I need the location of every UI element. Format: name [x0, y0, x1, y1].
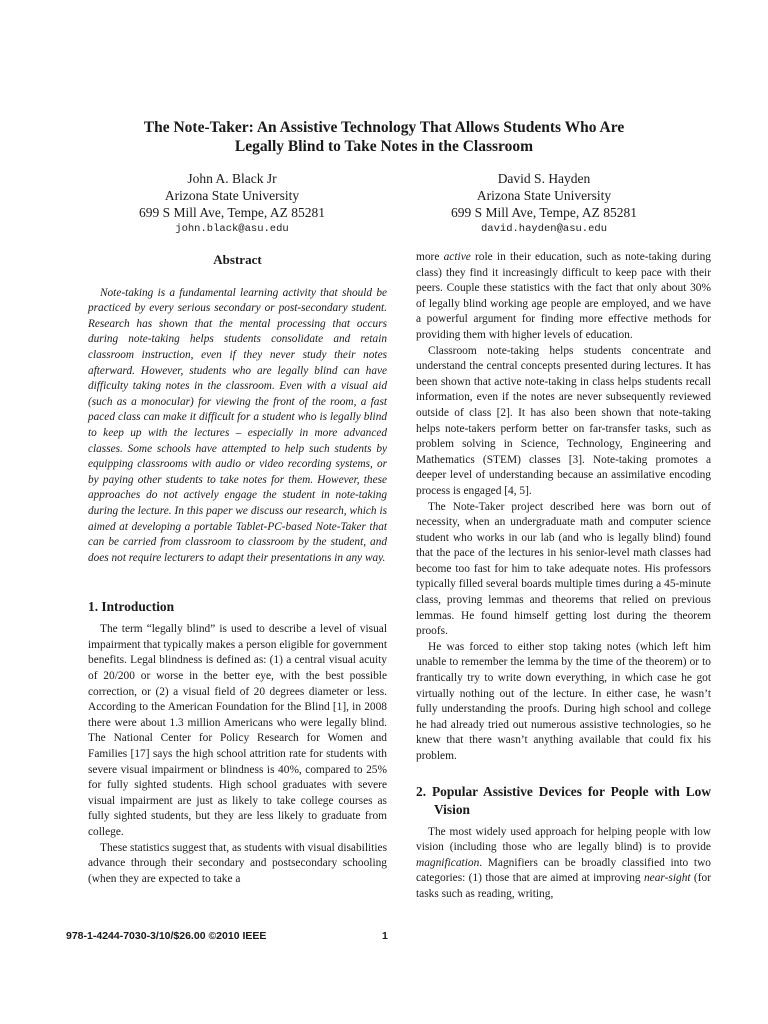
author-block-2 — [384, 170, 704, 238]
page-number: 1 — [382, 930, 388, 942]
author-block-1 — [72, 170, 392, 238]
section-2-paragraph-1 — [416, 825, 711, 903]
left-column — [88, 250, 387, 887]
section-1-paragraph-1: The term “legally blind” is used to describe a level of visual impairment that typically makes a person eligible for government benefits. Legal blindness is defined as: (1) a central visual acuity of 20/200 or worse in the better eye, with the best possible correction, or (2) a visual field of 20 degrees diameter or less. According to the American Foundation for the Blind [1], in 2008 there were about 1.3 million Americans who were legally blind. The National Center for Policy Research for Women and Families [17] says the high school attrition rate for students with severe visual impairment or blindness is 40%, compared to 25% for fully sighted students. High school graduates with severe visual impairment are just as likely to take college courses as fully sighted students, but they are less likely to graduate from college. — [88, 623, 387, 838]
author-name: David S. Hayden — [497, 171, 591, 186]
title-line-1: The Note-Taker: An Assistive Technology That Allows Students Who Are — [143, 119, 625, 136]
right-paragraph-4: He was forced to either stop taking notes (which left him unable to remember the lemma by the time of the theorem) or to frantically try to write down everything, in which case he got virtually nothing out of the lecture. In either case, he wasn’t fully understanding the proofs. During high school and college he had already tried out numerous assistive technologies, so he knew that there wasn’t anything available that could fix his problem. — [416, 640, 711, 762]
continued-paragraph — [416, 250, 711, 344]
author-affiliation: Arizona State University — [164, 188, 300, 203]
paper-title — [80, 118, 688, 156]
section-2-heading: 2. Popular Assistive Devices for People with Low Vision — [416, 783, 711, 817]
text-run: role in their education, such as note-taking during class) they find it increasingly difficult to keep pace with their peers. Couple these statistics with the fact that only about 30% of legally blind working age people are employed, and we have a powerful argument for finding more effective methods for providing them with higher levels of education. — [416, 251, 711, 341]
emphasis-magnification: magnification — [416, 856, 480, 869]
section-1-paragraph-2: These statistics suggest that, as students with visual disabilities advance through their secondary and postsecondary schooling (when they are expected to take a — [88, 841, 387, 885]
abstract-text: Note-taking is a fundamental learning activity that should be practiced by every serious secondary or post-secondary student. Research has shown that the mental processing that occurs during note-taking helps students consolidate and retain classroom instruction, even if they never study their notes afterward. However, students who are legally blind can have difficulty taking notes in the classroom. Even with a visual aid (such as a monocular) for viewing the front of the room, a fast paced class can make it difficult for a student who is legally blind to keep up with the lectures – especially in more advanced classes. Some schools have attempted to help such students by equipping classrooms with audio or video recording systems, or by paying other students to take notes for them. However, these approaches do not actively engage the student in note-taking during the lecture. In this paper we discuss our research, which is aimed at developing a portable Tablet-PC-based Note-Taker that can be carried from classroom to classroom by the student, and does not require lecturers to adapt their presentations in any way. — [88, 286, 387, 564]
right-column — [416, 250, 711, 903]
right-paragraph-2: Classroom note-taking helps students concentrate and understand the central concepts presented during lectures. It has been shown that active note-taking in class helps students recall information, even if the notes are never subsequently reviewed outside of class [2]. It has also been shown that note-taking helps note-takers perform better on far-transfer tasks, such as problem solving in Science, Technology, Engineering and Mathematics (STEM) classes [3]. Note-taking promotes a deeper level of understanding because an assimilative encoding process is engaged [4, 5]. — [416, 344, 711, 497]
author-address: 699 S Mill Ave, Tempe, AZ 85281 — [450, 205, 638, 220]
author-email: john.black@asu.edu — [175, 223, 289, 235]
emphasis-active: active — [443, 251, 471, 263]
abstract-heading: Abstract — [213, 252, 262, 267]
emphasis-near-sight: near-sight — [643, 872, 691, 885]
author-affiliation: Arizona State University — [476, 188, 612, 203]
right-paragraph-3: The Note-Taker project described here was born out of necessity, when an undergraduate math and computer science student who works in our lab (and who is legally blind) found that the pace of the lectures in his senior-level math classes had become too fast for him to take adequate notes. His professors typically filled several boards multiple times during a 45-minute class, proving lemmas and theorems that relied on previous lemmas. He found himself getting lost during the theorem proofs. — [416, 500, 711, 638]
text-run: . Magnifiers can be broadly classified into two categories: (1) those that are aimed at improving — [416, 856, 711, 885]
section-1-heading: 1. Introduction — [88, 599, 175, 615]
text-run: The most widely used approach for helping people with low vision (including those who are legally blind) is to provide — [416, 825, 711, 854]
text-run: more — [416, 251, 444, 263]
copyright-footer: 978-1-4244-7030-3/10/$26.00 ©2010 IEEE — [66, 930, 267, 942]
author-name: John A. Black Jr — [187, 171, 277, 186]
title-line-2: Legally Blind to Take Notes in the Classroom — [234, 138, 534, 155]
author-email: david.hayden@asu.edu — [480, 223, 608, 235]
author-address: 699 S Mill Ave, Tempe, AZ 85281 — [138, 205, 326, 220]
text-run: (for tasks such as reading, writing, — [416, 872, 711, 900]
